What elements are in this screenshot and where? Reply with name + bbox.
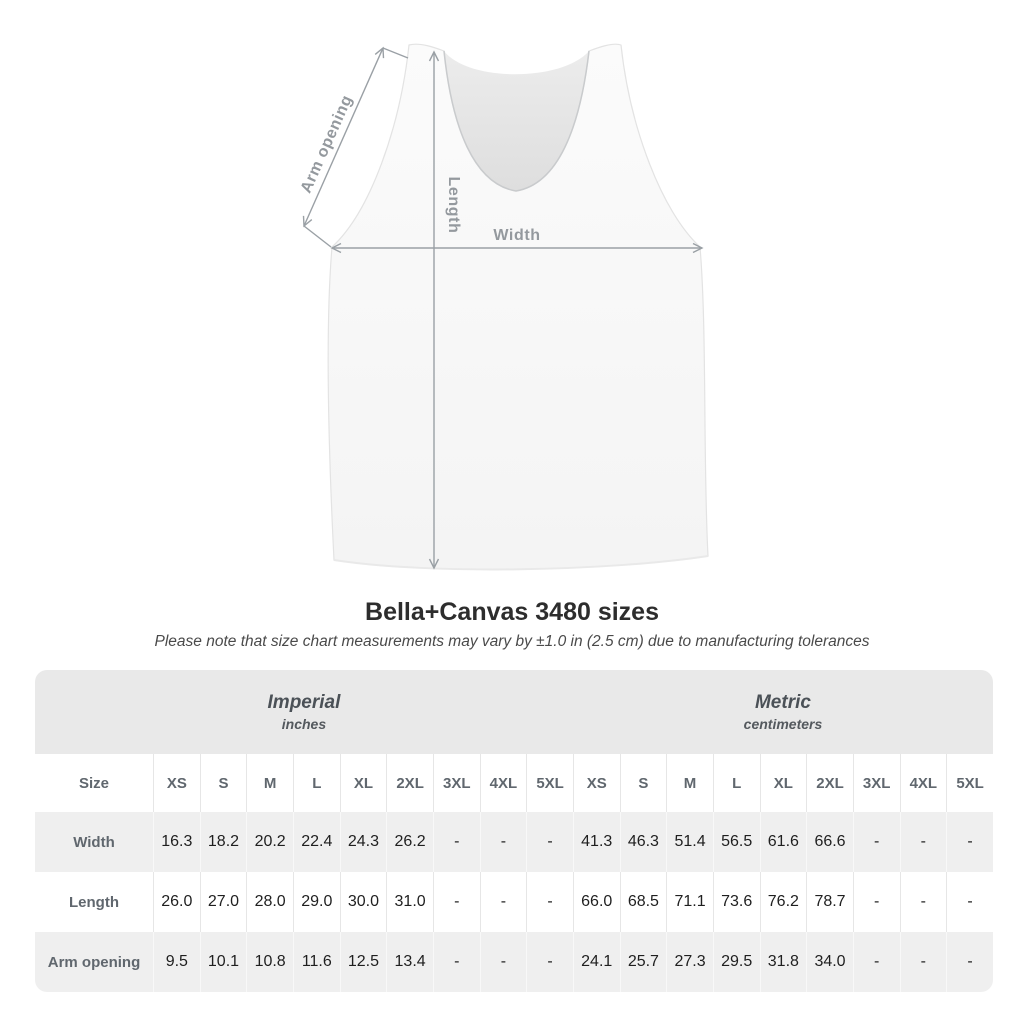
size-header: 5XL <box>526 754 573 812</box>
length-label: Length <box>445 176 462 234</box>
size-header: 3XL <box>853 754 900 812</box>
value-cell: 24.1 <box>573 932 620 992</box>
value-cell: 27.3 <box>666 932 713 992</box>
value-cell: - <box>853 932 900 992</box>
value-cell: 22.4 <box>293 812 340 872</box>
value-cell: 56.5 <box>713 812 760 872</box>
width-label: Width <box>493 227 541 244</box>
unit-header-row <box>35 670 993 754</box>
value-cell: 73.6 <box>713 872 760 932</box>
row-label: Width <box>35 812 153 872</box>
size-header: M <box>246 754 293 812</box>
value-cell: 9.5 <box>153 932 200 992</box>
metric-label: Metric <box>754 691 811 713</box>
value-cell: - <box>526 812 573 872</box>
value-cell: 28.0 <box>246 872 293 932</box>
size-header: S <box>200 754 247 812</box>
metric-header <box>573 670 993 754</box>
value-cell: 10.1 <box>200 932 247 992</box>
value-cell: 30.0 <box>340 872 387 932</box>
table-row-arm-opening <box>35 932 993 992</box>
value-cell: 51.4 <box>666 812 713 872</box>
size-header: 3XL <box>433 754 480 812</box>
row-label: Arm opening <box>35 932 153 992</box>
value-cell: - <box>433 932 480 992</box>
value-cell: - <box>480 932 527 992</box>
value-cell: 10.8 <box>246 932 293 992</box>
size-header: XL <box>760 754 807 812</box>
size-header: 4XL <box>900 754 947 812</box>
size-header: L <box>293 754 340 812</box>
value-cell: - <box>433 872 480 932</box>
value-cell: - <box>480 872 527 932</box>
value-cell: 11.6 <box>293 932 340 992</box>
value-cell: 27.0 <box>200 872 247 932</box>
imperial-sublabel: inches <box>281 715 327 732</box>
size-header: 5XL <box>946 754 993 812</box>
value-cell: - <box>946 932 993 992</box>
value-cell: - <box>900 812 947 872</box>
value-cell: - <box>526 932 573 992</box>
value-cell: 29.0 <box>293 872 340 932</box>
size-header: 2XL <box>806 754 853 812</box>
value-cell: 24.3 <box>340 812 387 872</box>
value-cell: - <box>526 872 573 932</box>
arm-opening-label: Arm opening <box>297 92 357 196</box>
size-header-row <box>35 754 993 812</box>
value-cell: 68.5 <box>620 872 667 932</box>
value-cell: 12.5 <box>340 932 387 992</box>
page-title: Bella+Canvas 3480 sizes <box>365 598 659 626</box>
table-row-width <box>35 812 993 872</box>
value-cell: 31.8 <box>760 932 807 992</box>
size-column-header: Size <box>35 754 153 812</box>
metric-sublabel: centimeters <box>743 715 823 732</box>
table-row-length <box>35 872 993 932</box>
value-cell: 20.2 <box>246 812 293 872</box>
value-cell: 26.0 <box>153 872 200 932</box>
value-cell: 41.3 <box>573 812 620 872</box>
value-cell: 76.2 <box>760 872 807 932</box>
value-cell: 18.2 <box>200 812 247 872</box>
imperial-label: Imperial <box>267 691 341 713</box>
value-cell: 66.6 <box>806 812 853 872</box>
value-cell: 71.1 <box>666 872 713 932</box>
value-cell: 16.3 <box>153 812 200 872</box>
size-chart-container <box>35 670 993 992</box>
value-cell: 29.5 <box>713 932 760 992</box>
page-subtitle: Please note that size chart measurements may vary by ±1.0 in (2.5 cm) due to manufacturing tolerances <box>154 633 870 650</box>
size-header: XL <box>340 754 387 812</box>
size-header: S <box>620 754 667 812</box>
size-chart-table <box>35 670 993 992</box>
size-header: L <box>713 754 760 812</box>
imperial-header <box>35 670 573 754</box>
value-cell: 31.0 <box>386 872 433 932</box>
value-cell: - <box>433 812 480 872</box>
value-cell: - <box>480 812 527 872</box>
value-cell: - <box>946 812 993 872</box>
value-cell: 78.7 <box>806 872 853 932</box>
size-header: 4XL <box>480 754 527 812</box>
row-label: Length <box>35 872 153 932</box>
value-cell: 66.0 <box>573 872 620 932</box>
size-header: XS <box>153 754 200 812</box>
size-header: M <box>666 754 713 812</box>
value-cell: - <box>853 872 900 932</box>
value-cell: - <box>853 812 900 872</box>
value-cell: - <box>900 932 947 992</box>
value-cell: 34.0 <box>806 932 853 992</box>
value-cell: 25.7 <box>620 932 667 992</box>
value-cell: 46.3 <box>620 812 667 872</box>
size-header: XS <box>573 754 620 812</box>
size-header: 2XL <box>386 754 433 812</box>
value-cell: - <box>900 872 947 932</box>
value-cell: - <box>946 872 993 932</box>
value-cell: 61.6 <box>760 812 807 872</box>
value-cell: 13.4 <box>386 932 433 992</box>
value-cell: 26.2 <box>386 812 433 872</box>
